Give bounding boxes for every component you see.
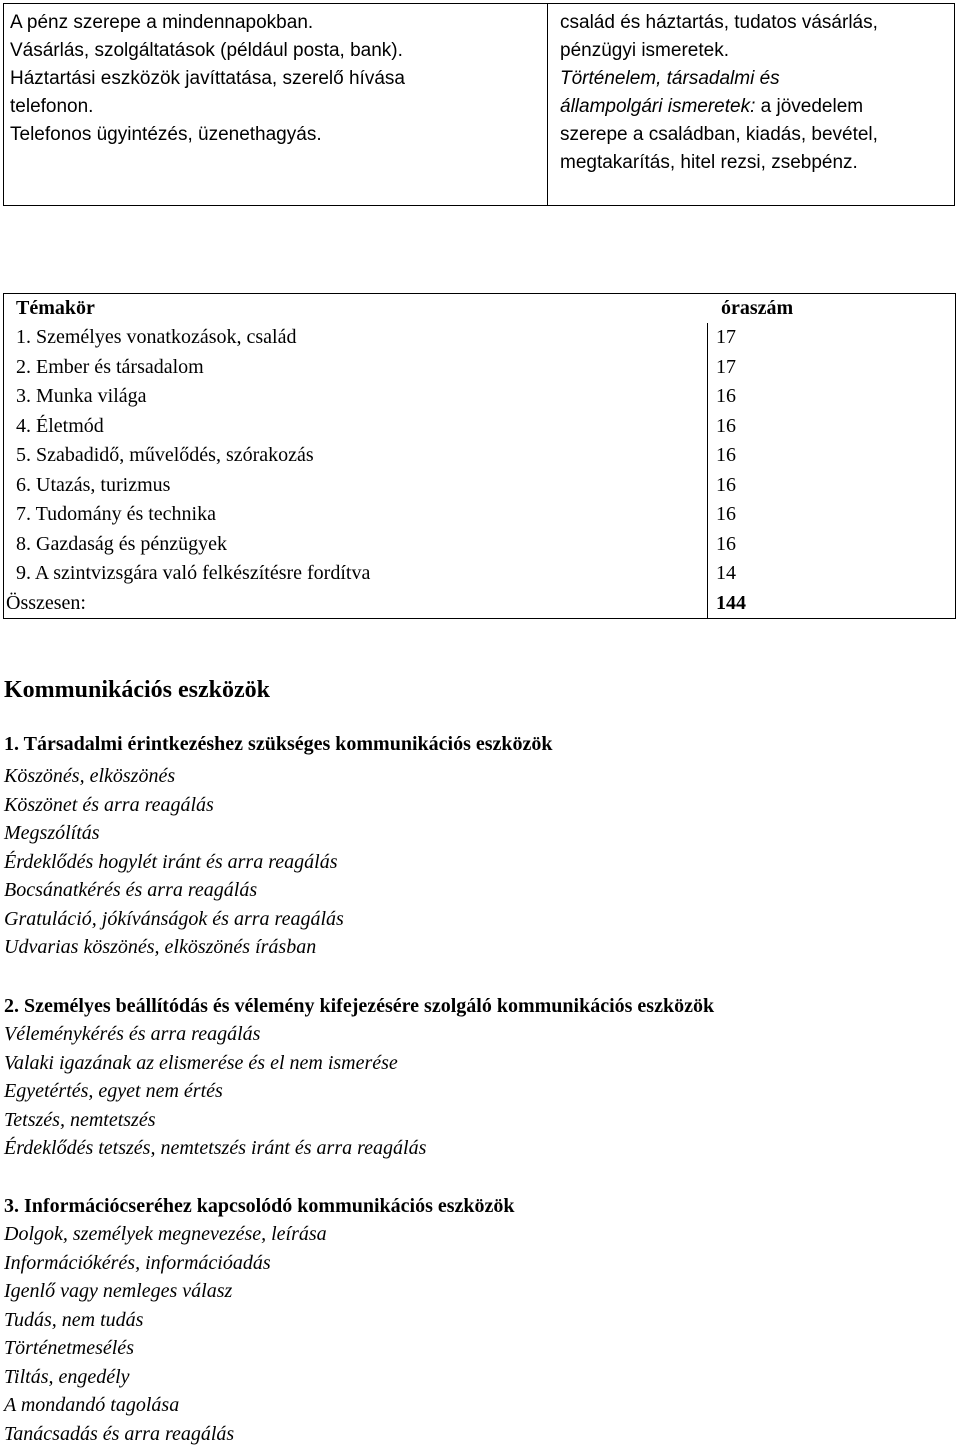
topic-cell: 1. Személyes vonatkozások, család bbox=[16, 326, 297, 348]
list-item: Megszólítás bbox=[4, 822, 100, 844]
table-row bbox=[4, 412, 955, 441]
list-item: Bocsánatkérés és arra reagálás bbox=[4, 879, 258, 901]
topic-cell: 6. Utazás, turizmus bbox=[16, 473, 171, 496]
table-header-row bbox=[4, 294, 955, 323]
topics-hours-table bbox=[3, 293, 956, 619]
list-item: Köszönés, elköszönés bbox=[4, 765, 176, 787]
right-cell-line: megtakarítás, hitel rezsi, zsebpénz. bbox=[560, 152, 858, 173]
left-cell-line: Telefonos ügyintézés, üzenethagyás. bbox=[10, 124, 322, 145]
total-label: Összesen: bbox=[6, 592, 86, 614]
list-item: Történetmesélés bbox=[4, 1337, 134, 1359]
table-row bbox=[4, 441, 955, 470]
table-row bbox=[4, 471, 955, 500]
list-item: Érdeklődés hogylét iránt és arra reagálás bbox=[4, 850, 338, 873]
table-row bbox=[4, 500, 955, 529]
top-table-right-cell bbox=[548, 4, 954, 205]
hours-cell: 16 bbox=[716, 444, 736, 466]
left-cell-line: telefonon. bbox=[10, 96, 94, 117]
right-cell-line bbox=[560, 93, 954, 121]
curriculum-top-table bbox=[3, 3, 955, 206]
list-item: Egyetértés, egyet nem értés bbox=[4, 1080, 223, 1102]
topic-cell: 9. A szintvizsgára való felkészítésre fordítva bbox=[16, 562, 371, 584]
table-row bbox=[4, 382, 955, 411]
topic-cell: 7. Tudomány és technika bbox=[16, 503, 216, 525]
hours-cell: 17 bbox=[716, 355, 736, 378]
list-item: Udvarias köszönés, elköszönés írásban bbox=[4, 936, 317, 958]
header-topic: Témakör bbox=[16, 297, 95, 319]
header-hours: óraszám bbox=[721, 297, 794, 319]
topic-cell: 4. Életmód bbox=[16, 414, 104, 437]
table-row bbox=[4, 323, 955, 352]
hours-cell: 14 bbox=[716, 562, 736, 584]
list-item: Tetszés, nemtetszés bbox=[4, 1108, 156, 1131]
right-cell-line: Történelem, társadalmi és bbox=[560, 68, 780, 89]
group-heading: 3. Információcseréhez kapcsolódó kommunikációs eszközök bbox=[4, 1195, 515, 1217]
table-row bbox=[4, 559, 955, 588]
list-item: Tudás, nem tudás bbox=[4, 1308, 144, 1331]
list-item: Tiltás, engedély bbox=[4, 1365, 130, 1388]
right-cell-italic-label: állampolgári ismeretek: bbox=[560, 96, 756, 117]
topic-cell: 8. Gazdaság és pénzügyek bbox=[16, 532, 228, 555]
table-row bbox=[4, 530, 955, 559]
right-cell-line: szerepe a családban, kiadás, bevétel, bbox=[560, 124, 878, 145]
list-item: Véleménykérés és arra reagálás bbox=[4, 1023, 261, 1045]
list-item: Valaki igazának az elismerése és el nem ismerése bbox=[4, 1051, 398, 1074]
list-item: Dolgok, személyek megnevezése, leírása bbox=[4, 1223, 327, 1245]
topic-cell: 2. Ember és társadalom bbox=[16, 355, 204, 378]
list-item: Köszönet és arra reagálás bbox=[4, 793, 214, 816]
list-item: Gratuláció, jókívánságok és arra reagálás bbox=[4, 907, 344, 930]
left-cell-line: Háztartási eszközök javíttatása, szerelő hívása bbox=[10, 68, 405, 89]
list-item: Információkérés, információadás bbox=[4, 1251, 271, 1274]
right-cell-line: pénzügyi ismeretek. bbox=[560, 40, 729, 61]
hours-cell: 16 bbox=[716, 473, 736, 496]
list-item: Érdeklődés tetszés, nemtetszés iránt és arra reagálás bbox=[4, 1137, 427, 1159]
list-item: Tanácsadás és arra reagálás bbox=[4, 1422, 235, 1445]
top-table-left-cell bbox=[4, 4, 548, 205]
list-item: Igenlő vagy nemleges válasz bbox=[4, 1280, 233, 1302]
group-heading: 2. Személyes beállítódás és vélemény kifejezésére szolgáló kommunikációs eszközök bbox=[4, 995, 715, 1017]
group-heading: 1. Társadalmi érintkezéshez szükséges kommunikációs eszközök bbox=[4, 733, 553, 755]
hours-cell: 16 bbox=[716, 503, 736, 525]
hours-cell: 16 bbox=[716, 385, 736, 407]
total-value: 144 bbox=[716, 592, 746, 614]
section-title: Kommunikációs eszközök bbox=[4, 677, 271, 703]
left-cell-line: A pénz szerepe a mindennapokban. bbox=[10, 12, 314, 33]
table-row bbox=[4, 353, 955, 382]
topic-cell: 5. Szabadidő, művelődés, szórakozás bbox=[16, 444, 314, 466]
topic-cell: 3. Munka világa bbox=[16, 385, 147, 407]
table-total-row bbox=[4, 589, 955, 618]
left-cell-line: Vásárlás, szolgáltatások (például posta, bank). bbox=[10, 40, 403, 61]
right-cell-line: család és háztartás, tudatos vásárlás, bbox=[560, 12, 878, 33]
list-item: A mondandó tagolása bbox=[4, 1394, 180, 1416]
hours-cell: 16 bbox=[716, 532, 736, 555]
hours-cell: 17 bbox=[716, 326, 736, 348]
hours-cell: 16 bbox=[716, 414, 736, 437]
right-cell-text: a jövedelem bbox=[755, 96, 864, 117]
